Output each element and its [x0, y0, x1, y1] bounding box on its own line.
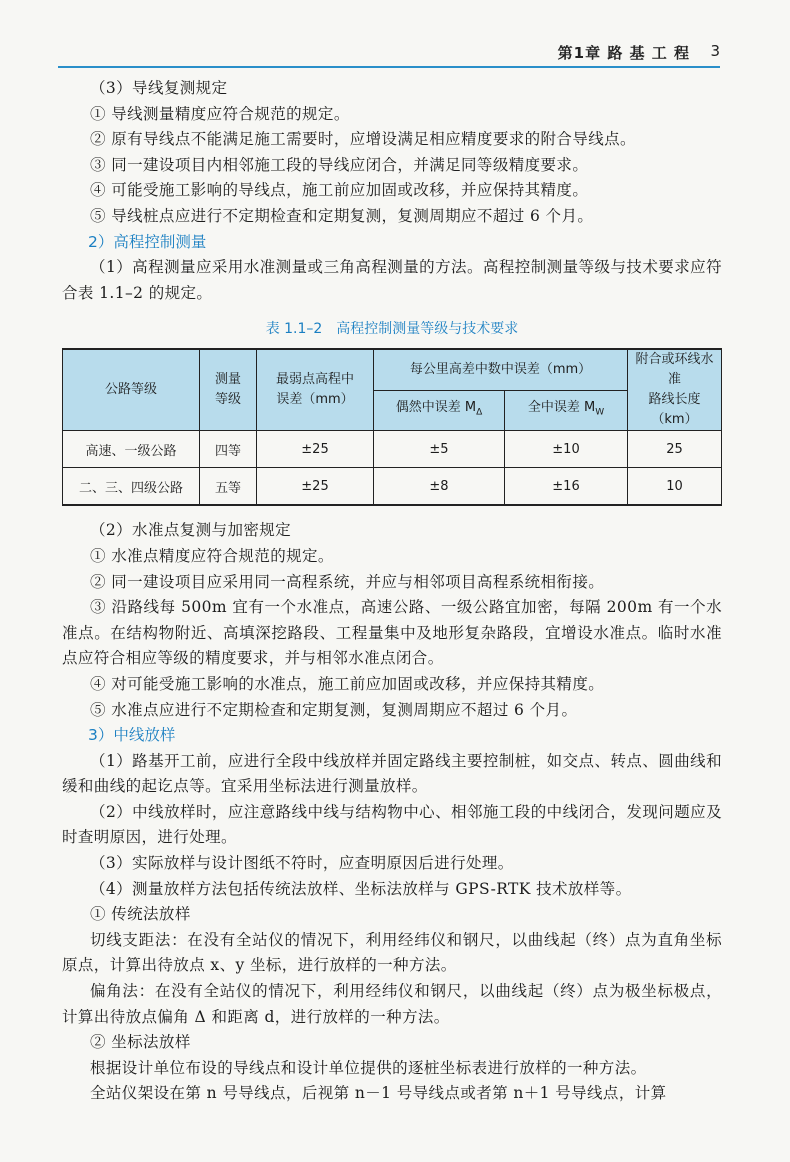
- col-header-total: 全中误差 $M_W$: [505, 390, 628, 430]
- paragraph: （3）实际放样与设计图纸不符时，应查明原因后进行处理。: [90, 854, 514, 873]
- paragraph: 全站仪架设在第 n 号导线点，后视第 n－1 号导线点或者第 n＋1 号导线点，计算: [90, 1084, 667, 1103]
- list-item: ② 原有导线点不能满足施工需要时，应增设满足相应精度要求的附合导线点。: [90, 130, 636, 149]
- list-item: ④ 可能受施工影响的导线点，施工前应加固或改移，并应保持其精度。: [90, 181, 589, 200]
- col-header-accidental: 偶然中误差 $M_\Delta$: [374, 390, 505, 430]
- cell-route: 10: [628, 468, 722, 506]
- paragraph: （2）中线放样时，应注意路线中线与结构物中心、相邻施工段的中线闭合，发现问题应及时查明原因，进行处理。: [62, 802, 722, 847]
- paragraph: （1）高程测量应采用水准测量或三角高程测量的方法。高程控制测量等级与技术要求应符合表 1.1–2 的规定。: [62, 258, 722, 302]
- paragraph: （4）测量放样方法包括传统法放样、坐标法放样与 GPS-RTK 技术放样等。: [90, 879, 632, 898]
- chapter-title: 第1章 路 基 工 程: [557, 44, 690, 62]
- section-title: （2）水准点复测与加密规定: [90, 521, 292, 540]
- paragraph: 切线支距法：在没有全站仪的情况下，利用经纬仪和钢尺，以曲线起（终）点为直角坐标原点，计算出待放点 x、y 坐标，进行放样的一种方法。: [62, 930, 722, 975]
- col-header-route-length: 附合或环线水准 路线长度（km）: [628, 349, 722, 431]
- list-item: ⑤ 水准点应进行不定期检查和定期复测，复测周期应不超过 6 个月。: [90, 700, 578, 719]
- list-item: ③ 同一建设项目内相邻施工段的导线应闭合，并满足同等级精度要求。: [90, 155, 589, 174]
- list-item: ⑤ 导线桩点应进行不定期检查和定期复测，复测周期应不超过 6 个月。: [90, 206, 594, 225]
- heading-elevation-control: 2）高程控制测量: [88, 232, 207, 251]
- list-item: ① 水准点精度应符合规范的规定。: [90, 546, 334, 565]
- subsection-title: ② 坐标法放样: [90, 1033, 191, 1052]
- heading-centerline-staking: 3）中线放样: [88, 726, 176, 745]
- list-item: ③ 沿路线每 500m 宜有一个水准点，高速公路、一级公路宜加密，每隔 200m 有一个水准点。在结构物附近、高填深挖路段、工程量集中及地形复杂路段，宜增设水准点。临时水准点应符合相应等级的精度要求，并与相邻水准点闭合。: [62, 598, 722, 668]
- cell-route: 25: [628, 431, 722, 468]
- page-body: [62, 76, 722, 1107]
- table-row: [63, 468, 722, 506]
- col-header-level: 测量 等级: [200, 349, 257, 431]
- cell-grade: 二、三、四级公路: [63, 468, 200, 506]
- cell-grade: 高速、一级公路: [63, 431, 200, 468]
- paragraph: 偏角法：在没有全站仪的情况下，利用经纬仪和钢尺，以曲线起（终）点为极坐标极点，计算出待放点偏角 Δ 和距离 d，进行放样的一种方法。: [62, 982, 722, 1026]
- table-caption: 表 1.1–2 高程控制测量等级与技术要求: [265, 321, 519, 338]
- running-header: [58, 38, 720, 68]
- table-row: [63, 431, 722, 468]
- list-item: ① 导线测量精度应符合规范的规定。: [90, 104, 350, 123]
- paragraph: （1）路基开工前，应进行全段中线放样并固定路线主要控制桩，如交点、转点、圆曲线和缓和曲线的起讫点等。宜采用坐标法进行测量放样。: [62, 751, 722, 796]
- col-header-weakest: 最弱点高程中 误差（mm）: [257, 349, 374, 431]
- col-header-grade: 公路等级: [63, 349, 200, 431]
- cell-weak: ±25: [257, 468, 374, 506]
- section-title: （3）导线复测规定: [90, 79, 228, 97]
- cell-level: 五等: [200, 468, 257, 506]
- elevation-control-table: [62, 348, 722, 506]
- cell-total: ±10: [505, 431, 628, 468]
- page-number: 3: [710, 42, 720, 60]
- list-item: ④ 对可能受施工影响的水准点，施工前应加固或改移，并应保持其精度。: [90, 674, 605, 693]
- cell-accidental: ±8: [374, 468, 505, 506]
- subsection-title: ① 传统法放样: [90, 905, 191, 924]
- cell-weak: ±25: [257, 431, 374, 468]
- cell-accidental: ±5: [374, 431, 505, 468]
- list-item: ② 同一建设项目应采用同一高程系统，并应与相邻项目高程系统相衔接。: [90, 572, 605, 591]
- cell-total: ±16: [505, 468, 628, 506]
- col-header-per-km: 每公里高差中数中误差（mm）: [374, 349, 628, 390]
- cell-level: 四等: [200, 431, 257, 468]
- paragraph: 根据设计单位布设的导线点和设计单位提供的逐桩坐标表进行放样的一种方法。: [90, 1058, 647, 1077]
